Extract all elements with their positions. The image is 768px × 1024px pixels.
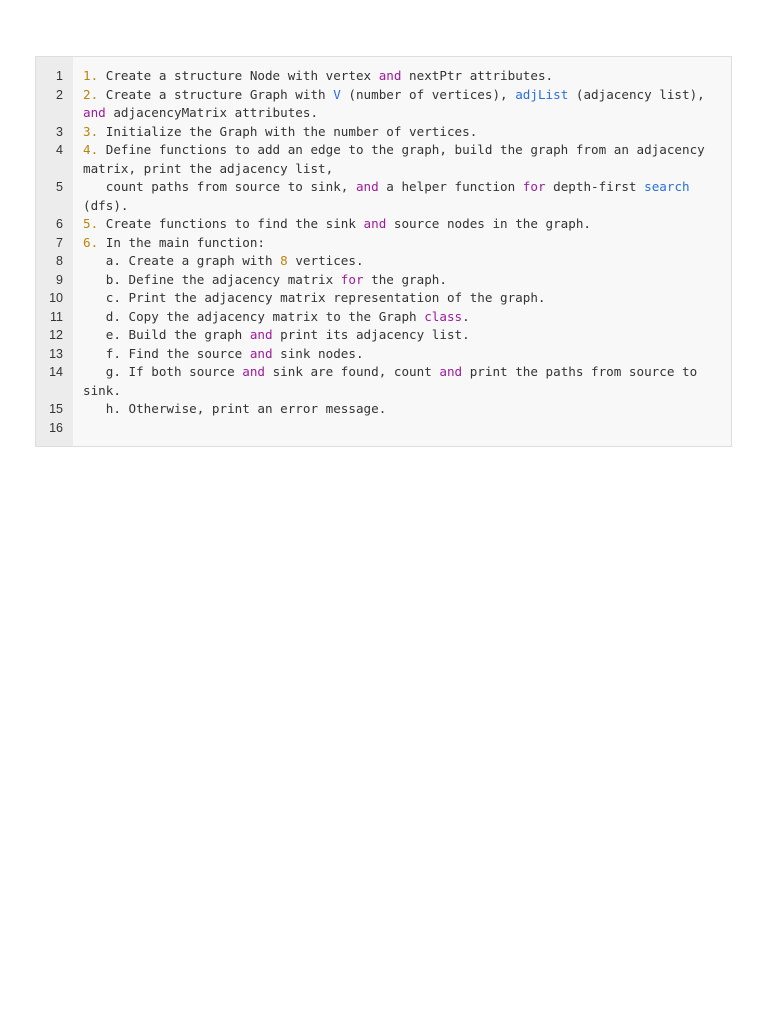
text-token: Create a structure Graph with	[98, 86, 334, 102]
line-number: 14	[49, 365, 63, 379]
line-number: 12	[49, 328, 63, 342]
line-number: 3	[56, 124, 63, 139]
text-token: Create functions to find the sink	[98, 216, 364, 231]
text-token: nextPtr attributes.	[401, 68, 554, 83]
identifier-token: V	[333, 86, 341, 102]
code-line	[83, 215, 731, 234]
keyword-token: and	[83, 105, 106, 120]
code-line	[83, 86, 731, 123]
line-number: 16	[49, 420, 63, 435]
code-line	[83, 271, 731, 290]
code-line	[83, 178, 731, 215]
keyword-token: class	[424, 308, 463, 324]
text-token: a. Create a graph with	[83, 253, 281, 268]
line-number: 10	[49, 291, 63, 305]
line-number: 5	[56, 180, 63, 194]
code-block	[35, 56, 732, 447]
text-token: sink are found, count	[264, 364, 440, 379]
line-number: 9	[56, 272, 63, 287]
text-token: the graph.	[363, 271, 447, 287]
line-number: 4	[56, 143, 63, 157]
code-line	[83, 123, 731, 142]
number-token: 3.	[83, 123, 99, 139]
code-line	[83, 363, 731, 400]
number-token: 5.	[83, 216, 99, 231]
text-token: .	[462, 308, 470, 324]
text-token: f. Find the source	[83, 345, 250, 361]
line-number: 7	[56, 235, 63, 250]
text-token: (adjacency list),	[568, 86, 713, 102]
code-line	[83, 289, 731, 308]
text-token: Define functions to add an edge to the graph, build the graph from an adjacency matrix, print the adjacency list,	[83, 142, 713, 176]
text-token: c. Print the adjacency matrix representation of the graph.	[83, 290, 546, 305]
line-number: 15	[49, 402, 63, 416]
line-number: 11	[50, 309, 63, 324]
keyword-token: for	[522, 179, 546, 194]
text-token: In the main function:	[98, 234, 265, 250]
text-token: g. If both source	[83, 364, 243, 379]
text-token: adjacencyMatrix attributes.	[105, 105, 319, 120]
identifier-token: adjList	[515, 86, 569, 102]
keyword-token: and	[249, 327, 273, 342]
line-number-gutter	[36, 57, 73, 446]
text-token: h. Otherwise, print an error message.	[83, 401, 387, 416]
keyword-token: and	[249, 345, 273, 361]
code-line	[83, 345, 731, 364]
number-token: 1.	[83, 68, 99, 83]
text-token: Create a structure Node with vertex	[98, 68, 379, 83]
code-line	[83, 252, 731, 271]
keyword-token: and	[242, 364, 265, 379]
code-line	[83, 141, 731, 178]
text-token: count paths from source to sink,	[83, 179, 356, 194]
text-token: print the paths from source to sink.	[83, 364, 705, 398]
line-number: 1	[56, 69, 63, 83]
number-token: 8	[280, 253, 288, 268]
text-token: vertices.	[287, 253, 364, 268]
line-number: 6	[56, 217, 63, 231]
text-token: depth-first	[545, 179, 645, 194]
keyword-token: and	[378, 68, 402, 83]
line-number: 13	[49, 346, 63, 361]
keyword-token: and	[363, 216, 387, 231]
line-number: 8	[56, 254, 63, 268]
text-token: (dfs).	[83, 179, 698, 213]
code-line	[83, 67, 731, 86]
keyword-token: and	[439, 364, 463, 379]
identifier-token: search	[644, 179, 690, 194]
line-number: 2	[56, 87, 63, 102]
keyword-token: for	[340, 271, 364, 287]
text-token: source nodes in the graph.	[386, 216, 592, 231]
text-token: e. Build the graph	[83, 327, 250, 342]
code-line	[83, 234, 731, 253]
number-token: 2.	[83, 86, 99, 102]
code-line	[83, 308, 731, 327]
text-token: Initialize the Graph with the number of vertices.	[98, 123, 478, 139]
text-token: b. Define the adjacency matrix	[83, 271, 341, 287]
code-content[interactable]	[73, 57, 731, 446]
text-token: sink nodes.	[272, 345, 364, 361]
text-token: (number of vertices),	[340, 86, 516, 102]
text-token: a helper function	[378, 179, 523, 194]
keyword-token: and	[355, 179, 379, 194]
code-line	[83, 400, 731, 419]
number-token: 4.	[83, 142, 99, 157]
code-line	[83, 326, 731, 345]
text-token: d. Copy the adjacency matrix to the Graph	[83, 308, 425, 324]
code-line	[83, 419, 731, 438]
text-token: print its adjacency list.	[272, 327, 470, 342]
number-token: 6.	[83, 234, 99, 250]
